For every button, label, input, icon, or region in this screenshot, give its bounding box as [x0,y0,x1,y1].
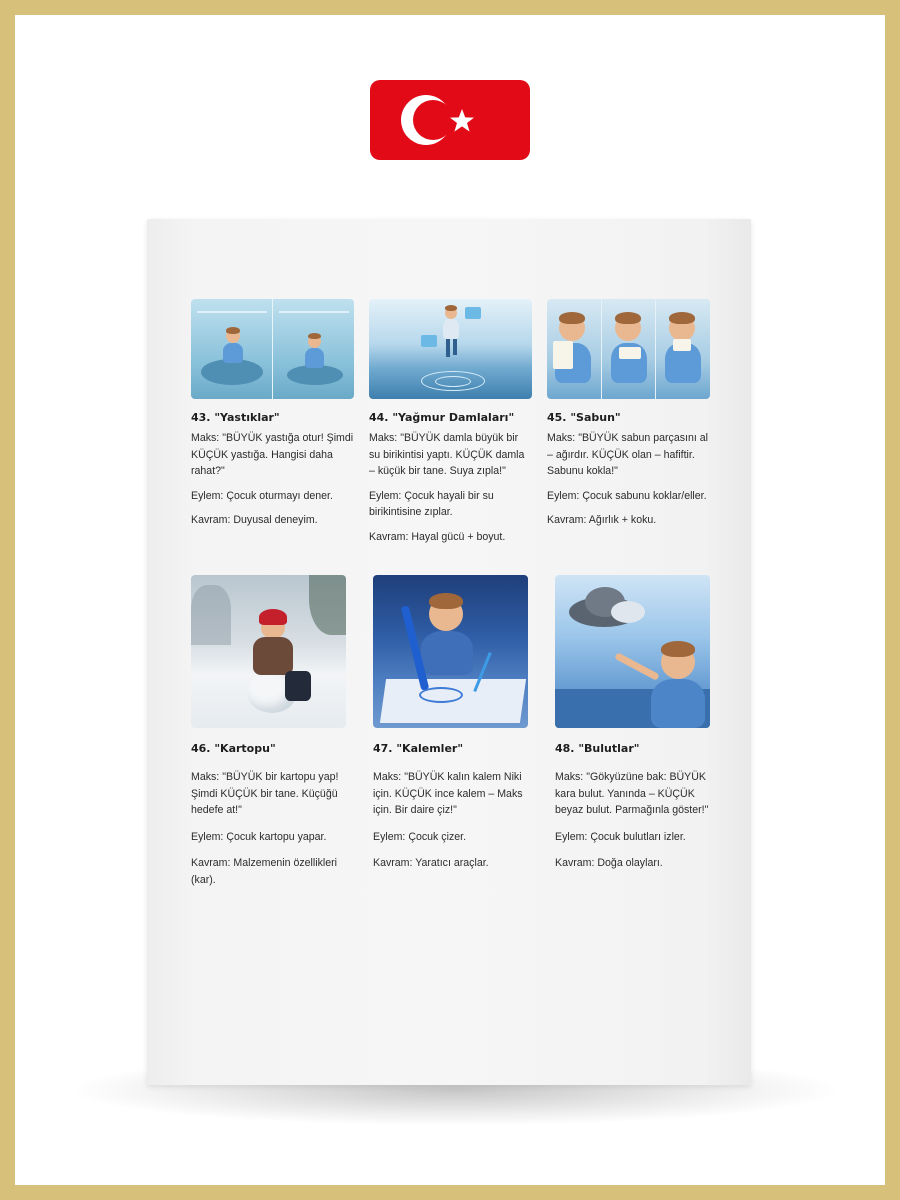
kavram-text: Kavram: Duyusal deneyim. [191,514,318,526]
eylem-text: Eylem: Çocuk oturmayı dener. [191,489,333,502]
card-title: 47. "Kalemler" [373,742,464,755]
card-title: 44. "Yağmur Damlaları" [369,411,515,424]
kavram-text: Kavram: Malzemenin özellikleri (kar). [191,857,338,886]
kavram-text: Kavram: Yaratıcı araçlar. [373,857,489,869]
eylem-text: Eylem: Çocuk bulutları izler. [555,830,686,843]
page-frame [15,15,885,1185]
soap-photo [547,299,710,399]
card-title: 45. "Sabun" [547,411,621,424]
worksheet-page [147,219,751,1085]
activity-card-43 [191,299,354,537]
card-title: 48. "Bulutlar" [555,742,640,755]
clouds-photo [555,575,710,728]
maks-text: Maks: "BÜYÜK yastığa otur! Şimdi KÜÇÜK yastığa. Hangisi daha rahat?" [191,432,354,477]
maks-text: Maks: "Gökyüzüne bak: BÜYÜK kara bulut. Yanında – KÜÇÜK beyaz bulut. Parmağınla göster!" [555,771,709,816]
raindrops-photo [369,299,532,399]
maks-text: Maks: "BÜYÜK damla büyük bir su birikintisi yaptı. KÜÇÜK damla – küçük bir tane. Suya zıpla!" [369,432,525,477]
activity-card-47 [373,575,528,882]
maks-text: Maks: "BÜYÜK sabun parçasını al – ağırdır. KÜÇÜK olan – hafiftir. Sabunu kokla!" [547,432,708,477]
card-title: 46. "Kartopu" [191,742,276,755]
activity-card-44 [369,299,532,553]
kavram-text: Kavram: Doğa olayları. [555,857,663,869]
activity-card-45 [547,299,710,537]
activity-card-48 [555,575,710,882]
pencils-photo [373,575,528,728]
turkey-flag-icon [370,80,530,160]
pillows-photo [191,299,354,399]
eylem-text: Eylem: Çocuk sabunu koklar/eller. [547,489,707,502]
activity-card-46 [191,575,346,898]
eylem-text: Eylem: Çocuk kartopu yapar. [191,830,327,843]
eylem-text: Eylem: Çocuk çizer. [373,830,467,843]
card-title: 43. "Yastıklar" [191,411,280,424]
snowball-photo [191,575,346,728]
maks-text: Maks: "BÜYÜK kalın kalem Niki için. KÜÇÜK ince kalem – Maks için. Bir daire çiz!" [373,771,523,816]
kavram-text: Kavram: Ağırlık + koku. [547,514,657,526]
kavram-text: Kavram: Hayal gücü + boyut. [369,530,506,543]
eylem-text: Eylem: Çocuk hayali bir su birikintisine zıplar. [369,489,494,518]
maks-text: Maks: "BÜYÜK bir kartopu yap! Şimdi KÜÇÜK bir tane. Küçüğü hedefe at!" [191,771,339,816]
